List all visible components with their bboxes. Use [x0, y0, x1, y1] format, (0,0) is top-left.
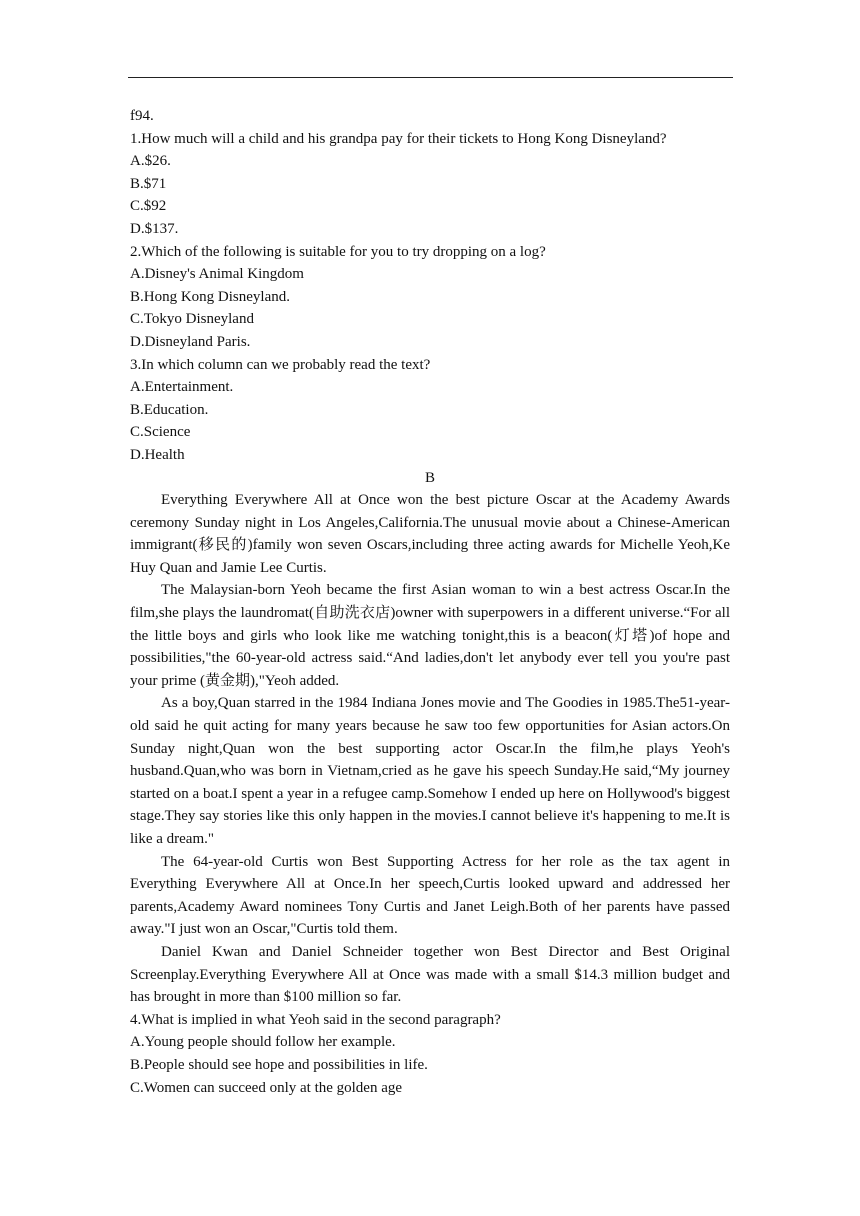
passage-paragraph: Everything Everywhere All at Once won the best picture Oscar at the Academy Awards ceremony Sunday night in Los Angeles,California.The unusual movie about a Chinese-American immigrant(移民的)family won seven Oscars,including three acting awards for Michelle Yeoh,Ke Huy Quan and Jamie Lee Curtis. — [130, 492, 730, 576]
page-content — [130, 105, 730, 1099]
passage-paragraph: The 64-year-old Curtis won Best Supporting Actress for her role as the tax agent in Everything Everywhere All at Once.In her speech,Curtis looked upward and addressed her parents,Academy Award nominees Tony Curtis and Janet Leigh.Both of her parents have passed away."I just won an Oscar,"Curtis told them. — [130, 853, 730, 938]
question-3 — [130, 354, 730, 467]
passage-b — [130, 489, 730, 1009]
option-c: C.Tokyo Disneyland — [130, 311, 254, 328]
option-b: B.$71 — [130, 175, 167, 192]
header-rule — [128, 77, 733, 78]
passage-paragraph: As a boy,Quan starred in the 1984 Indiana Jones movie and The Goodies in 1985.The51-year-old said he quit acting for many years because he saw too few opportunities for Asian actors.On Sunday night,Quan won the best supporting actor Oscar.In the film,he plays Yeoh's husband.Quan,who was born in Vietnam,cried as he gave his speech Sunday.He said,“My journey started on a boat.I spent a year in a refugee camp.Somehow I ended up here on Hollywood's biggest stage.They say stories like this only happen in the movies.I cannot believe it's happening to me.It is like a dream." — [130, 695, 730, 847]
option-c: C.Science — [130, 424, 191, 441]
option-a: A.Young people should follow her example. — [130, 1034, 396, 1051]
option-c: C.Women can succeed only at the golden age — [130, 1079, 403, 1096]
option-c: C.$92 — [130, 198, 167, 215]
option-b: B.Education. — [130, 401, 209, 418]
page-code: f94. — [130, 108, 154, 124]
option-d: D.Disneyland Paris. — [130, 333, 251, 350]
question-stem: 1.How much will a child and his grandpa pay for their tickets to Hong Kong Disneyland? — [130, 130, 667, 147]
option-d: D.$137. — [130, 220, 179, 237]
option-a: A.Disney's Animal Kingdom — [130, 266, 304, 283]
question-stem: 2.Which of the following is suitable for you to try dropping on a log? — [130, 243, 546, 260]
option-d: D.Health — [130, 446, 185, 463]
option-a: A.Entertainment. — [130, 379, 234, 396]
passage-paragraph: Daniel Kwan and Daniel Schneider together won Best Director and Best Original Screenplay.Everything Everywhere All at Once was made with a small $14.3 million budget and has brought in more than $100 million so far. — [130, 943, 730, 1006]
question-2 — [130, 241, 730, 354]
option-a: A.$26. — [130, 153, 171, 170]
passage-paragraph: The Malaysian-born Yeoh became the first Asian woman to win a best actress Oscar.In the film,she plays the laundromat(自助洗衣店)owner with superpowers in a different universe.“For all the little boys and girls who look like me watching tonight,this is a beacon(灯塔)of hope and possibilities,"the 60-year-old actress said.“And ladies,don't let anybody ever tell you you're past your prime (黄金期),"Yeoh added. — [130, 582, 730, 689]
passage-heading: B — [424, 469, 435, 486]
option-b: B.People should see hope and possibilities in life. — [130, 1056, 428, 1073]
question-stem: 4.What is implied in what Yeoh said in the second paragraph? — [130, 1011, 501, 1028]
question-stem: 3.In which column can we probably read the text? — [130, 356, 431, 373]
question-4 — [130, 1009, 730, 1099]
question-1 — [130, 128, 730, 241]
option-b: B.Hong Kong Disneyland. — [130, 288, 290, 305]
